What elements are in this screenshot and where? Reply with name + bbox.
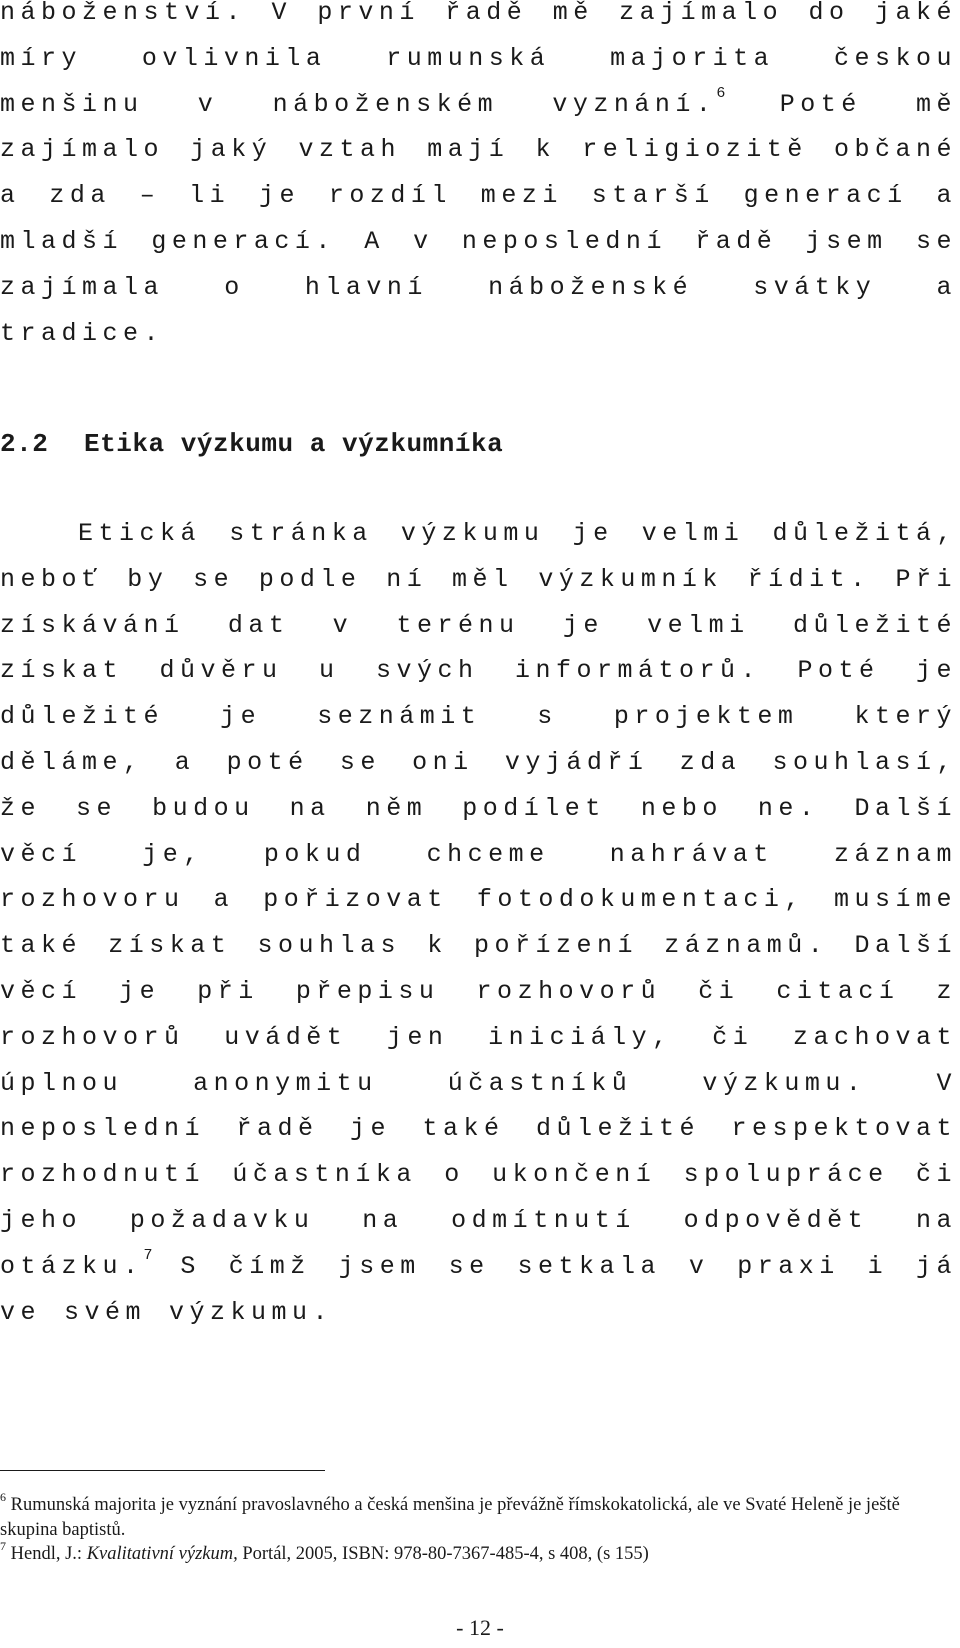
section-heading <box>0 428 503 460</box>
footnote-6 <box>0 1490 960 1542</box>
footnote-7 <box>0 1539 960 1567</box>
footnote-separator <box>0 1470 325 1471</box>
paragraph-2-text-before-ref: Etická stránka výzkumu je velmi důležitá, neboť by se podle ní měl výzkumník řídit. Při získávání dat v terénu je velmi důležité získat důvěru u svých informátorů. Poté je důležité je seznámit s projektem který děláme, a poté se oni vyjádří zda souhlasí, že se budou na něm podílet nebo ne. Další věcí je, pokud chceme nahrávat záznam rozhovoru a pořizovat fotodokumentaci, musíme také získat souhlas k pořízení záznamů. Další věcí je při přepisu rozhovorů či citací z rozhovorů uvádět jen iniciály, či zachovat úplnou anonymitu účastníků výzkumu. V neposlední řadě je také důležité respektovat rozhodnutí účastníka o ukončení spolupráce či jeho požadavku na odmítnutí odpovědět na otázku. <box>0 519 957 1281</box>
footnote-ref-7[interactable]: 7 <box>143 1246 153 1264</box>
page-number: - 12 - <box>456 1615 504 1640</box>
body-paragraph-2 <box>0 511 957 1335</box>
paragraph-2-text-after-ref: S čímž jsem se setkala v praxi i já ve svém výzkumu. <box>0 1251 957 1327</box>
footnote-author: Hendl, J.: <box>6 1544 87 1564</box>
footnote-number: 6 <box>0 1490 6 1504</box>
footnote-ref-6[interactable]: 6 <box>716 84 726 102</box>
footnote-number: 7 <box>0 1539 6 1553</box>
footnote-publication: Portál, 2005, ISBN: 978-80-7367-485-4, s 408, (s 155) <box>237 1544 649 1564</box>
section-number: 2.2 <box>0 429 49 459</box>
footnote-book-title: Kvalitativní výzkum, <box>86 1544 238 1564</box>
footnotes <box>0 1490 960 1567</box>
section-title: Etika výzkumu a výzkumníka <box>84 429 504 459</box>
body-paragraph-1 <box>0 0 957 356</box>
footnote-text: Rumunská majorita je vyznání pravoslavného a česká menšina je převážně římskokatolická, ale ve Svaté Heleně je ještě skupina baptistů. <box>0 1495 900 1540</box>
paragraph-1-text-before-ref: náboženství. V první řadě mě zajímalo do jaké míry ovlivnila rumunská majorita českou menšinu v náboženském vyznání. <box>0 0 957 119</box>
paragraph-1-text-after-ref: Poté mě zajímalo jaký vztah mají k religiozitě občané a zda – li je rozdíl mezi starší generací a mladší generací. A v neposlední řadě jsem se zajímala o hlavní náboženské svátky a tradice. <box>0 89 957 348</box>
